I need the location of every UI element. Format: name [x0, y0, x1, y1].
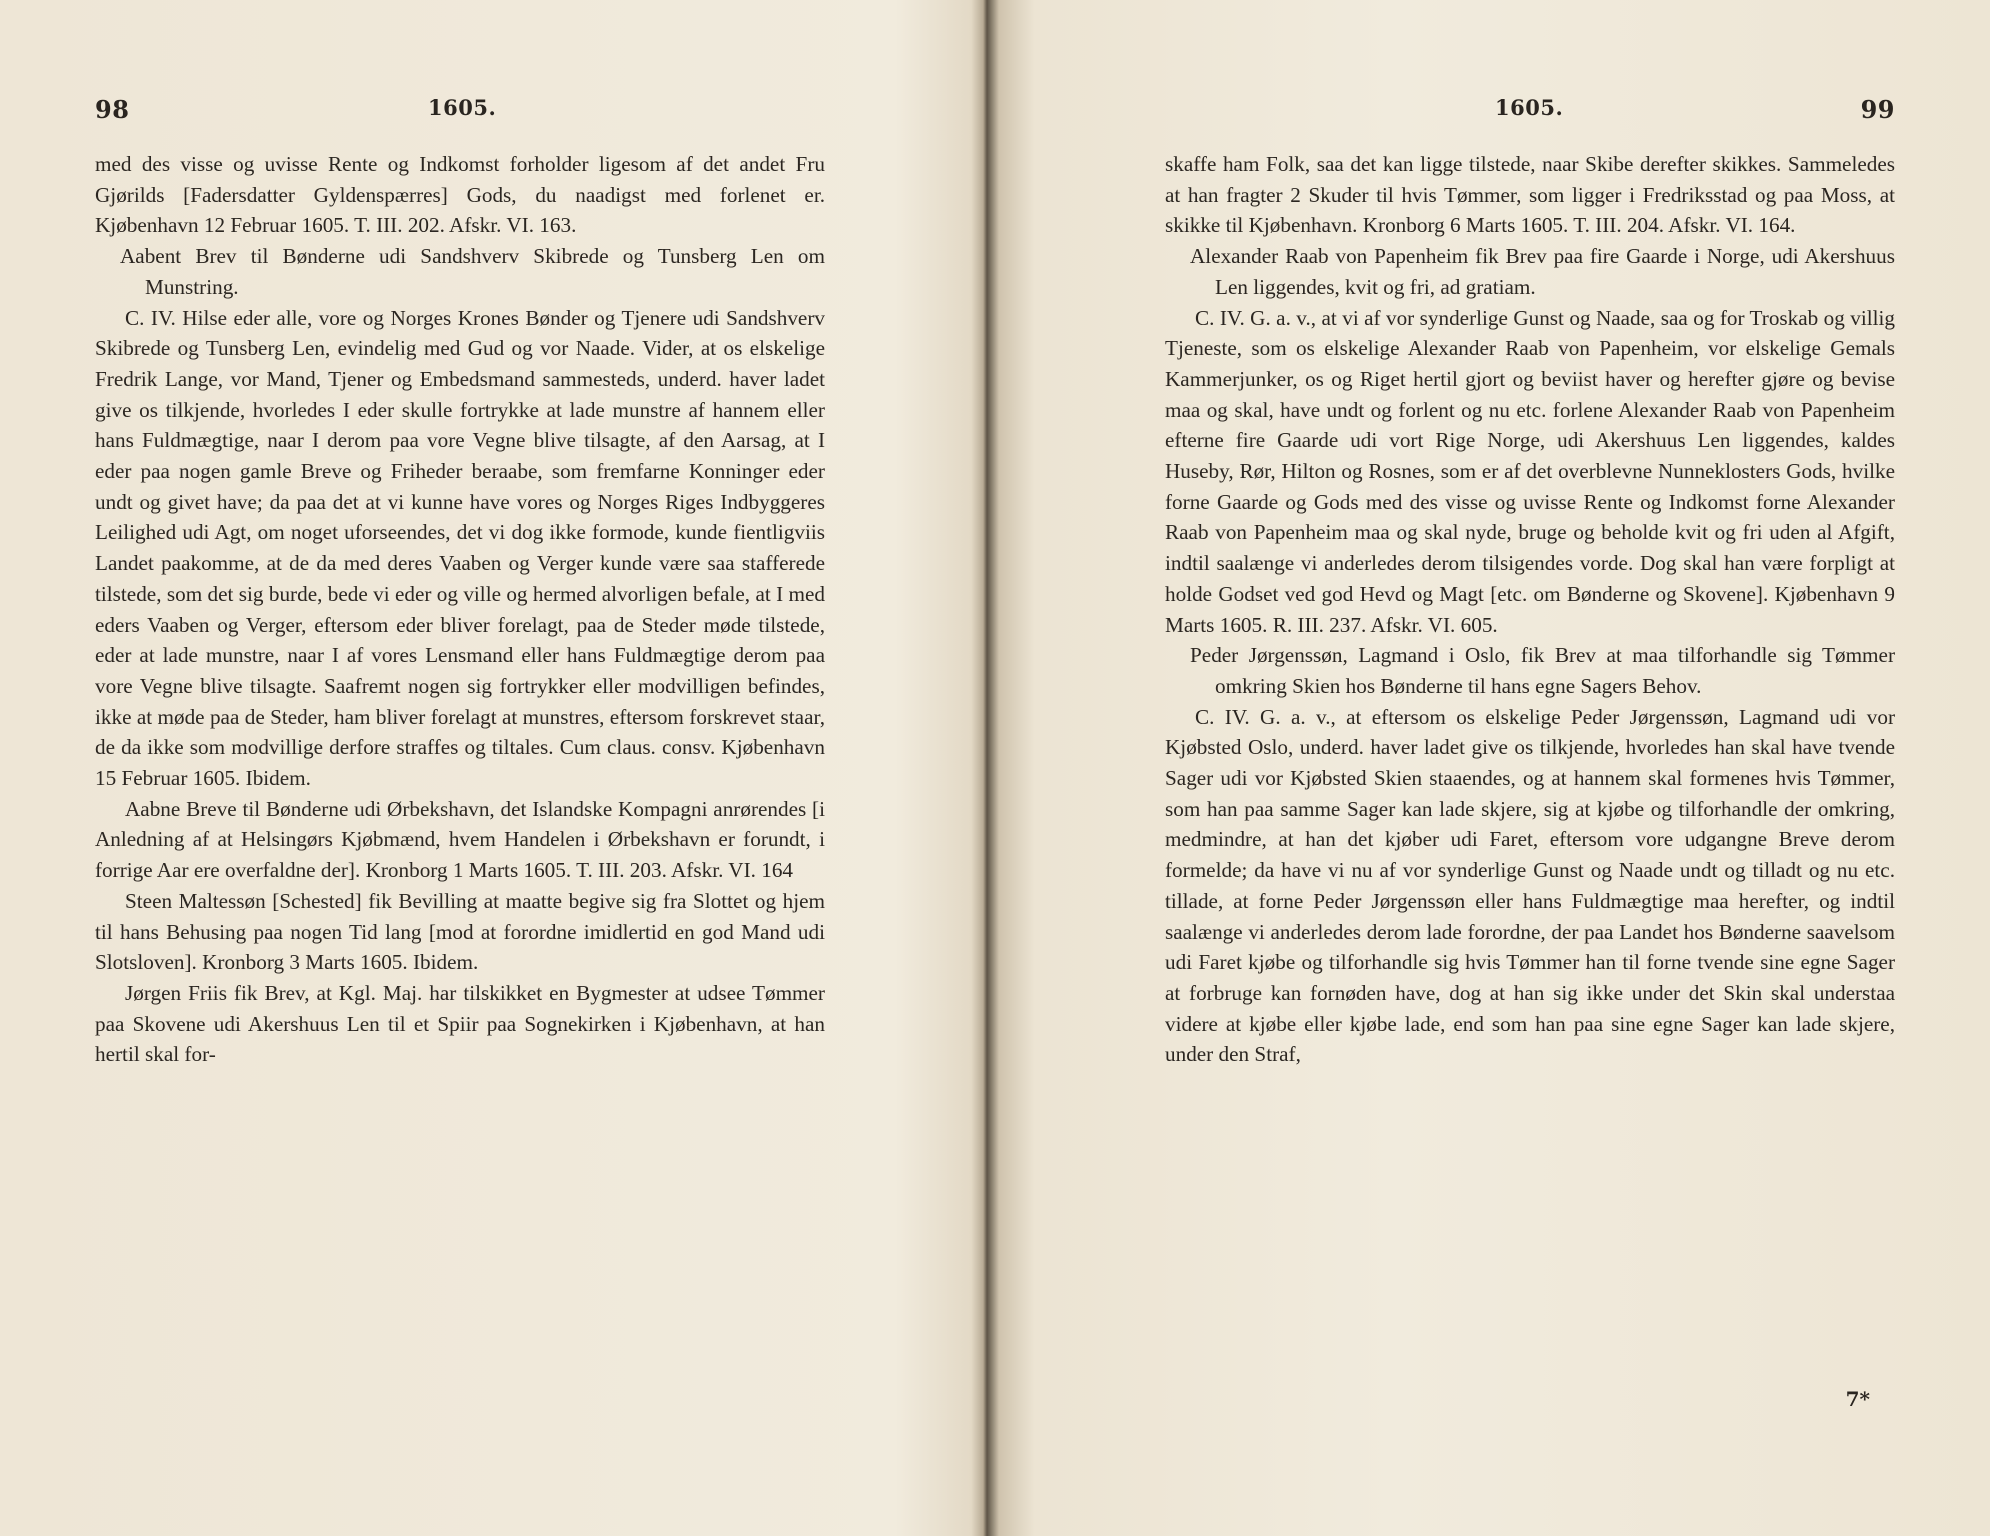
paragraph: C. IV. Hilse eder alle, vore og Norges Krones Bønder og Tjenere udi Sandshverv Skibrede og Tunsberg Len, evindelig med Gud og vor Naade. Vider, at os elskelige Fredrik Lange, vor Mand, Tjener og Embedsmand sammesteds, underd. haver ladet give os tilkjende, hvorledes I eder skulle fortrykke at lade munstre af hannem eller hans Fuldmægtige, naar I derom paa vore Vegne blive tilsagte, af den Aarsag, at I eder paa nogen gamle Breve og Friheder beraabe, som fremfarne Konninger eder undt og givet have; da paa det at vi kunne have vores og Norges Riges Indbyggeres Leilighed udi Agt, om noget uforseendes, det vi dog ikke formode, kunde fientligviis Landet paakomme, at de da med deres Vaaben og Verger kunde være saa stafferede tilstede, som det sig burde, bede vi eder og ville og hermed alvorligen befale, at I med eders Vaaben og Verger, eftersom eder bliver forelagt, paa de Steder møde tilstede, eder at lade munstre, naar I af vores Lensmand eller hans Fuldmægtige derom paa vore Vegne blive tilsagte. Saafremt nogen sig fortrykker eller modvilligen befindes, ikke at møde paa de Steder, ham bliver forelagt at munstres, eftersom forskrevet staar, de da ikke som modvillige derfore straffes og tiltales. Cum claus. consv. Kjøbenhavn 15 Februar 1605. Ibidem. [95, 305, 825, 791]
paragraph: Steen Maltessøn [Schested] fik Bevilling at maatte begive sig fra Slottet og hjem til hans Behusing paa nogen Tid lang [mod at forordne imidlertid en god Mand udi Slotsloven]. Kronborg 3 Marts 1605. Ibidem. [95, 888, 825, 975]
left-running-head [95, 95, 825, 139]
entry-heading: Aabent Brev til Bønderne udi Sandshverv Skibrede og Tunsberg Len om Munstring. [120, 244, 825, 299]
paragraph: Aabne Breve til Bønderne udi Ørbekshavn, det Islandske Kompagni anrørendes [i Anledning af at Helsingørs Kjøbmænd, hvem Handelen i Ørbekshavn er forundt, i forrige Aar ere overfaldne der]. Kronborg 1 Marts 1605. T. III. 203. Afskr. VI. 164 [95, 796, 825, 883]
signature-mark: 7* [1845, 1387, 1870, 1411]
right-running-head [1165, 95, 1895, 139]
paragraph: skaffe ham Folk, saa det kan ligge tilstede, naar Skibe derefter skikkes. Sammeledes at han fragter 2 Skuder til hvis Tømmer, som ligger i Fredriksstad og paa Moss, at skikke til Kjøbenhavn. Kronborg 6 Marts 1605. T. III. 204. Afskr. VI. 164. [1165, 152, 1895, 238]
paragraph: C. IV. G. a. v., at vi af vor synderlige Gunst og Naade, saa og for Troskab og villig Tjeneste, som os elskelige Alexander Raab von Papenheim, vor elskelige Gemals Kammerjunker, os og Riget hertil gjort og beviist haver og herefter gjøre og bevise maa og skal, have undt og forlent og nu etc. forlene Alexander Raab von Papenheim efterne fire Gaarde udi vort Rige Norge, udi Akershuus Len liggendes, kaldes Huseby, Rør, Hilton og Rosnes, som er af det overblevne Nunneklosters Gods, hvilke forne Gaarde og Gods med des visse og uvisse Rente og Indkomst forne Alexander Raab von Papenheim maa og skal nyde, bruge og beholde kvit og fri uden al Afgift, indtil saalænge vi anderledes derom tilsigendes vorde. Dog skal han være forpligt at holde Godset ved god Hevd og Magt [etc. om Bønderne og Skovene]. Kjøbenhavn 9 Marts 1605. R. III. 237. Afskr. VI. 605. [1165, 305, 1895, 637]
paragraph: Jørgen Friis fik Brev, at Kgl. Maj. har tilskikket en Bygmester at udsee Tømmer paa Skovene udi Akershuus Len til et Spiir paa Sognekirken i Kjøbenhavn, at han hertil skal for- [95, 980, 825, 1067]
page-number: 99 [1860, 95, 1895, 124]
left-page-text [95, 149, 825, 1070]
paragraph: med des visse og uvisse Rente og Indkomst forholder ligesom af det andet Fru Gjørilds [Fadersdatter Gyldenspærres] Gods, du naadigst med forlenet er. Kjøbenhavn 12 Februar 1605. T. III. 202. Afskr. VI. 163. [95, 152, 825, 238]
entry-heading: Alexander Raab von Papenheim fik Brev paa fire Gaarde i Norge, udi Akershuus Len liggendes, kvit og fri, ad gratiam. [1190, 244, 1895, 299]
page-number: 98 [95, 95, 130, 124]
running-year: 1605. [428, 95, 497, 120]
right-page-text [1165, 149, 1895, 1070]
running-year: 1605. [1495, 95, 1564, 120]
paragraph: C. IV. G. a. v., at eftersom os elskelige Peder Jørgenssøn, Lagmand udi vor Kjøbsted Oslo, underd. haver ladet give os tilkjende, hvorledes han skal have tvende Sager udi vor Kjøbsted Skien staaendes, og at hannem skal formenes hvis Tømmer, som han paa samme Sager kan lade skjere, sig at kjøbe og tilforhandle der omkring, medmindre, at han det kjøber udi Faret, eftersom vore udgangne Breve derom formelde; da have vi nu af vor synderlige Gunst og Naade undt og tilladt og nu etc. tillade, at forne Peder Jørgenssøn eller hans Fuldmægtige maa herefter, og indtil saalænge vi anderledes derom lade forordne, der paa Landet hos Bønderne saavelsom udi Faret kjøbe og tilforhandle sig hvis Tømmer han til forne tvende sine egne Sager at forbruge kan fornøden have, dog at han sig ikke under det Skin skal understaa videre at kjøbe eller kjøbe lade, end som han paa sine egne Sager kan lade skjere, under den Straf, [1165, 704, 1895, 1067]
right-page [995, 0, 1990, 1536]
entry-heading: Peder Jørgenssøn, Lagmand i Oslo, fik Brev at maa tilforhandle sig Tømmer omkring Skien hos Bønderne til hans egne Sagers Behov. [1190, 643, 1895, 698]
